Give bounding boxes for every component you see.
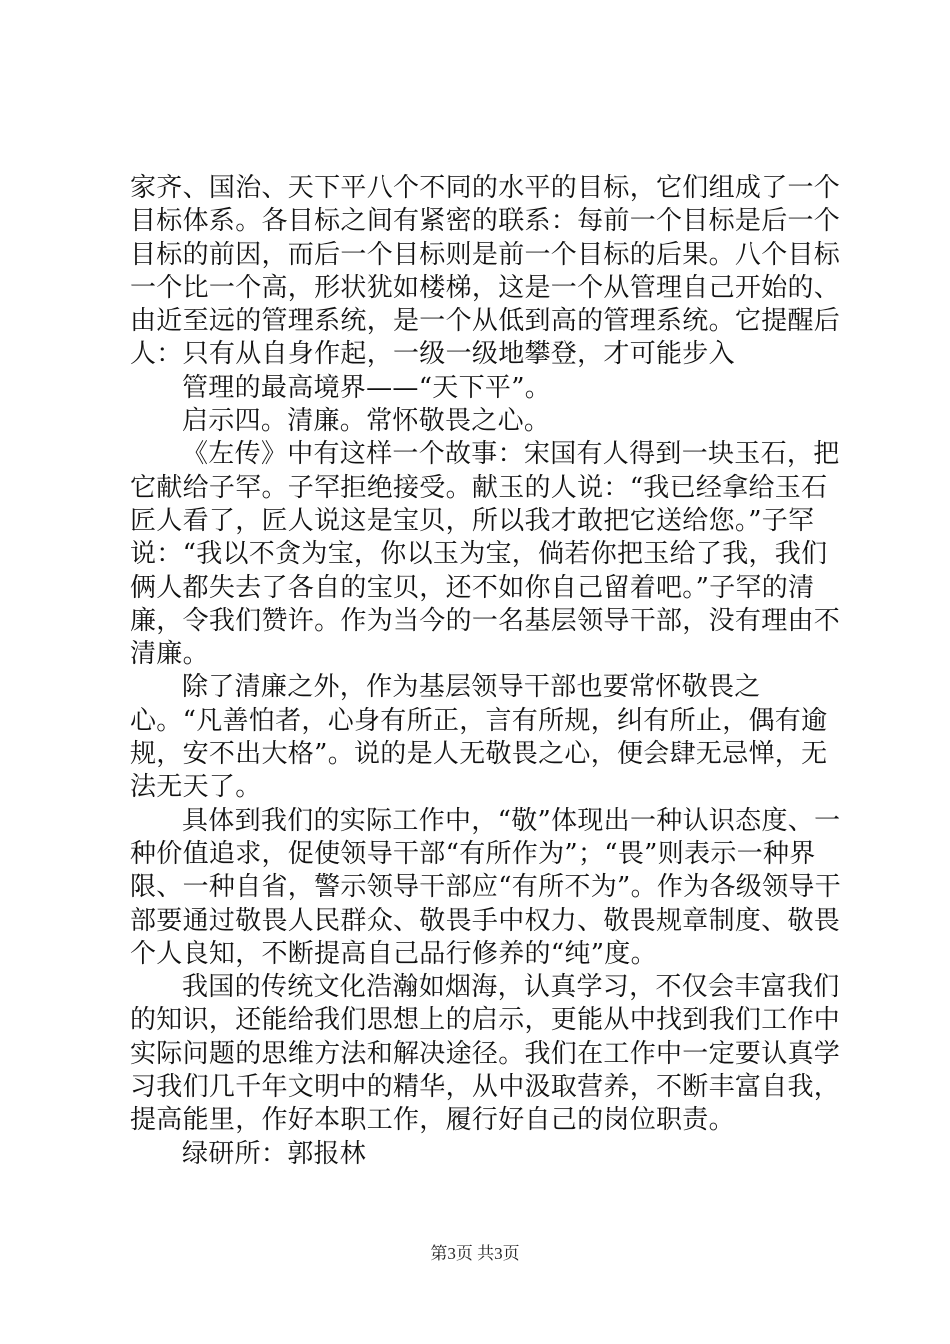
page-footer xyxy=(0,1244,950,1264)
paragraph-zuozhuan-story: 《左传》中有这样一个故事：宋国有人得到一块玉石，把它献给子罕。子罕拒绝接受。献玉的人说：“我已经拿给玉石匠人看了，匠人说这是宝贝，所以我才敢把它送给您。”子罕说：“我以不贪为宝，你以玉为宝，倘若你把玉给了我，我们俩人都失去了各自的宝贝，还不如你自己留着吧。”子罕的清廉，令我们赞许。作为当今的一名基层领导干部，没有理由不清廉。 xyxy=(130,439,841,670)
author-signature: 绿研所：郭报林 xyxy=(182,1138,367,1169)
paragraph-traditional-culture: 我国的传统文化浩瀚如烟海，认真学习，不仅会丰富我们的知识，还能给我们思想上的启示，更能从中找到我们工作中实际问题的思维方法和解决途径。我们在工作中一定要认真学习我们几千年文明中的精华，从中汲取营养，不断丰富自我，提高能里，作好本职工作，履行好自己的岗位职责。 xyxy=(130,972,841,1136)
paragraph-continuation: 家齐、国治、天下平八个不同的水平的目标，它们组成了一个目标体系。各目标之间有紧密的联系：每前一个目标是后一个目标的前因，而后一个目标则是前一个目标的后果。八个目标一个比一个高，形状犹如楼梯，这是一个从管理自己开始的、由近至远的管理系统，是一个从低到高的管理系统。它提醒后人：只有从自身作起，一级一级地攀登，才可能步入 xyxy=(130,173,841,370)
paragraph-reverence: 除了清廉之外，作为基层领导干部也要常怀敬畏之心。“凡善怕者，心身有所正，言有所规，纠有所止，偶有逾规，安不出大格”。说的是人无敬畏之心，便会肆无忌惮，无法无天了。 xyxy=(130,672,828,803)
paragraph-practical-work: 具体到我们的实际工作中，“敬”体现出一种认识态度、一种价值追求，促使领导干部“有所作为”；“畏”则表示一种界限、一种自省，警示领导干部应“有所不为”。作为各级领导干部要通过敬畏人民群众、敬畏手中权力、敬畏规章制度、敬畏个人良知，不断提高自己品行修养的“纯”度。 xyxy=(130,805,841,969)
document-body xyxy=(130,172,850,1171)
page-number: 第3页 共3页 xyxy=(430,1244,520,1263)
paragraph-highest-realm: 管理的最高境界——“天下平”。 xyxy=(182,372,552,403)
section-heading-revelation-four: 启示四。清廉。常怀敬畏之心。 xyxy=(182,406,551,437)
